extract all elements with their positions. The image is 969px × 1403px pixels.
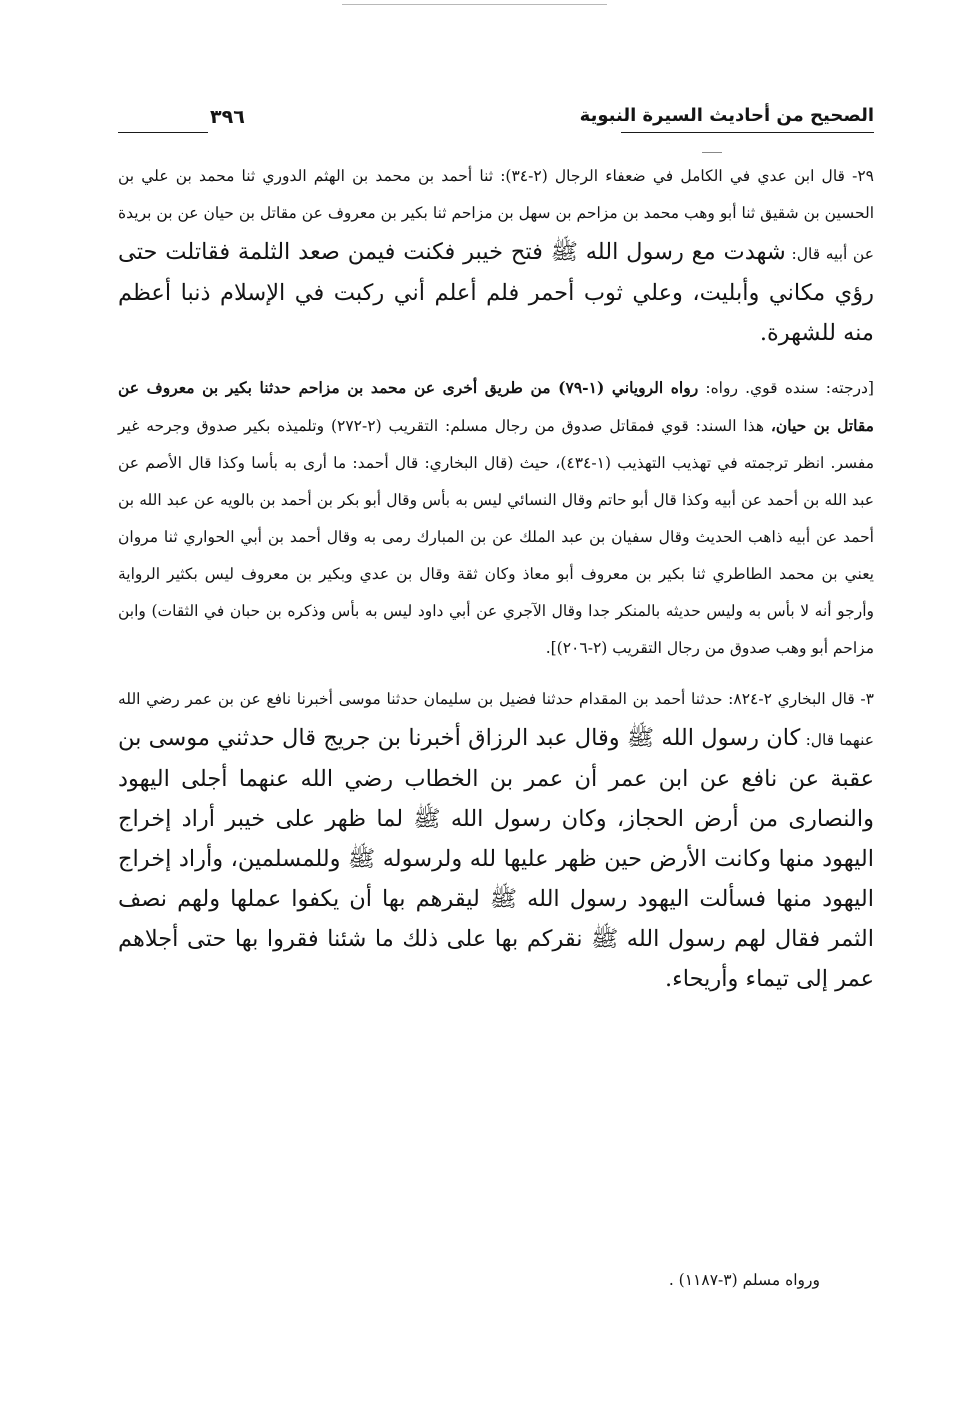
grading-lead: [درجته: سنده قوي. رواه: (705, 379, 874, 397)
page-header (118, 102, 874, 136)
grading-analysis: هذا السند: قوي فمقاتل صدوق من رجال مسلم: التقريب (٢-٢٧٢) وتلميذه بكير صدوق وجرحه غير مفسر. انظر ترجمته في تهذيب التهذيب (١-٤٣٤)، حيث (قال البخاري: قال أحمد: ما أرى به بأسا وكذا قال الأصم عن عبد الله بن أحمد عن أبيه وكذا قال أبو حاتم وقال النسائي ليس به بأس وقال أبو بكر بن أحمد بن بالويه عن عبد الله بن أحمد عن أبيه ذاهب الحديث وقال سفيان بن عبد الملك عن بن المبارك رمى به وقال أحمد بن أبي الحواري ثنا مروان يعني بن محمد الطاطري ثنا بكير بن معروف أبو معاذ وكان ثقة وقال بن عدي وبكير بن معروف ليس بكثير الرواية وأرجو أنه لا بأس به وليس حديثه بالمنكر جدا وقال الآجري عن أبي داود ليس به بأس وذكره بن حبان في الثقات) وابن مزاحم أبو وهب صدوق من رجال التقريب (٢-٢٠٦)]. (118, 417, 874, 657)
hadith-29 (118, 158, 874, 353)
page-body (118, 158, 874, 1013)
grading-riwaya: رواه الروياني (١-٧٩) من طريق أخرى عن محمد بن مزاحم حدثنا بكير بن معروف عن مقاتل بن حيان، (118, 378, 874, 435)
hadith-3-matn: كان رسول الله ﷺ وقال عبد الرزاق أخبرنا بن جريج قال حدثني موسى بن عقبة عن نافع عن ابن عمر أن عمر بن الخطاب رضي الله عنهما أجلى اليهود والنصارى من أرض الحجاز، وكان رسول الله ﷺ لما ظهر على خيبر أراد إخراج اليهود منها وكانت الأرض حين ظهر عليها لله ولرسوله ﷺ وللمسلمين، وأراد إخراج اليهود منها فسألت اليهود رسول الله ﷺ ليقرهم بها أن يكفوا عملها ولهم نصف الثمر فقال لهم رسول الله ﷺ نقركم بها على ذلك ما شئنا فقروا بها حتى أجلاهم عمر إلى تيماء وأريحاء. (118, 725, 874, 992)
header-underline-left (118, 132, 208, 133)
running-title: الصحيح من أحاديث السيرة النبوية (579, 105, 874, 126)
top-decorative-rule (342, 4, 607, 5)
hadith-3-isnad: ٣- قال البخاري ٢-٨٢٤: حدثنا أحمد بن المقدام حدثنا فضيل بن سليمان حدثنا موسى أخبرنا نافع عن بن عمر رضي الله عنهما قال: (118, 690, 874, 749)
hadith-3 (118, 681, 874, 999)
hadith-29-matn: شهدت مع رسول الله ﷺ فتح خيبر فكنت فيمن صعد الثلمة فقاتلت حتى رؤي مكاني وأبليت، وعلي ثوب أحمر فلم أعلم أني ركبت في الإسلام ذنبا أعظم منه للشهرة. (118, 239, 875, 346)
hadith-29-grading (118, 369, 874, 667)
separator-mark (702, 152, 722, 153)
header-underline-right (621, 132, 874, 133)
hadith-29-isnad: ٢٩- قال ابن عدي في الكامل في ضعفاء الرجال (٢-٣٤): ثنا أحمد بن محمد بن الهثم الدوري ثنا محمد بن علي بن الحسين بن شقيق ثنا أبو وهب محمد بن مزاحم بن سهل بن مزاحم ثنا بكير بن معروف عن مقاتل بن حيان عن بن بريدة عن أبيه قال: (118, 167, 874, 263)
page-number: ٣٩٦ (210, 106, 245, 128)
footnote: ورواه مسلم (٣-١١٨٧) . (668, 1271, 820, 1289)
